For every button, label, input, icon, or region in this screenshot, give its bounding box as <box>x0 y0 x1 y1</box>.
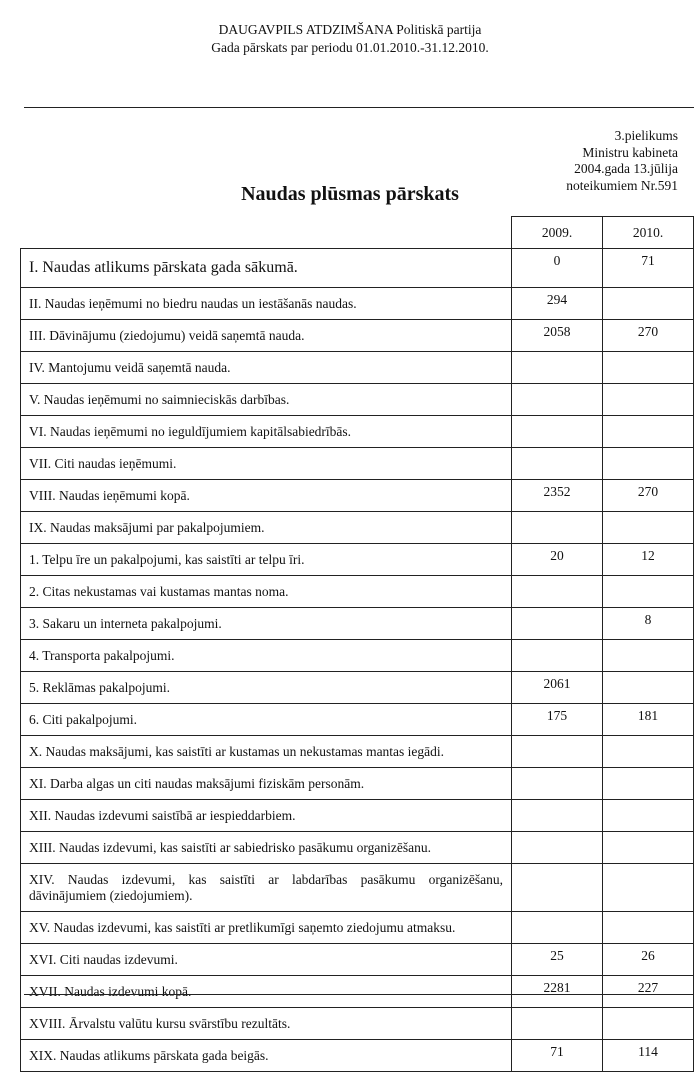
table-row <box>21 912 694 944</box>
table-row <box>21 249 694 288</box>
row-label: IX. Naudas maksājumi par pakalpojumiem. <box>21 512 512 544</box>
value-2010 <box>603 736 694 768</box>
table-row <box>21 640 694 672</box>
header-divider <box>24 107 694 108</box>
value-2010: 270 <box>603 320 694 352</box>
value-2010 <box>603 832 694 864</box>
value-2010 <box>603 576 694 608</box>
table-row <box>21 1008 694 1040</box>
value-2009 <box>512 1008 603 1040</box>
value-2010 <box>603 384 694 416</box>
year-header-row <box>21 217 694 249</box>
value-2009 <box>512 832 603 864</box>
row-label: V. Naudas ieņēmumi no saimnieciskās darbības. <box>21 384 512 416</box>
value-2009 <box>512 512 603 544</box>
table-row <box>21 448 694 480</box>
value-2009: 2058 <box>512 320 603 352</box>
value-2010 <box>603 448 694 480</box>
report-period: Gada pārskats par periodu 01.01.2010.-31.12.2010. <box>211 40 489 55</box>
table-row <box>21 704 694 736</box>
value-2010: 114 <box>603 1040 694 1072</box>
row-label: III. Dāvinājumu (ziedojumu) veidā saņemtā nauda. <box>21 320 512 352</box>
table-row <box>21 288 694 320</box>
value-2010 <box>603 352 694 384</box>
value-2010: 12 <box>603 544 694 576</box>
value-2010 <box>603 768 694 800</box>
value-2009: 175 <box>512 704 603 736</box>
value-2009 <box>512 736 603 768</box>
value-2010: 71 <box>603 249 694 288</box>
column-header-2010: 2010. <box>603 217 694 249</box>
table-row <box>21 944 694 976</box>
annex-line: noteikumiem Nr.591 <box>566 177 678 193</box>
table-row <box>21 832 694 864</box>
value-2009 <box>512 768 603 800</box>
annex-line: 2004.gada 13.jūlija <box>574 161 678 176</box>
row-label: XII. Naudas izdevumi saistībā ar iespieddarbiem. <box>21 800 512 832</box>
value-2010: 181 <box>603 704 694 736</box>
value-2010 <box>603 288 694 320</box>
cash-flow-table <box>20 216 694 1072</box>
table-row <box>21 416 694 448</box>
table-row <box>21 768 694 800</box>
row-label: 2. Citas nekustamas vai kustamas mantas noma. <box>21 576 512 608</box>
table-row <box>21 576 694 608</box>
table-row <box>21 384 694 416</box>
table-row <box>21 544 694 576</box>
value-2009 <box>512 640 603 672</box>
value-2009: 2061 <box>512 672 603 704</box>
row-label: I. Naudas atlikums pārskata gada sākumā. <box>21 249 512 288</box>
value-2009 <box>512 384 603 416</box>
value-2010 <box>603 512 694 544</box>
row-label: XIII. Naudas izdevumi, kas saistīti ar sabiedrisko pasākumu organizēšanu. <box>21 832 512 864</box>
row-label: IV. Mantojumu veidā saņemtā nauda. <box>21 352 512 384</box>
table-row <box>21 864 694 912</box>
row-label: XIX. Naudas atlikums pārskata gada beigās. <box>21 1040 512 1072</box>
row-label: X. Naudas maksājumi, kas saistīti ar kustamas un nekustamas mantas iegādi. <box>21 736 512 768</box>
value-2009: 2281 <box>512 976 603 1008</box>
value-2010: 270 <box>603 480 694 512</box>
row-label: XVII. Naudas izdevumi kopā. <box>21 976 512 1008</box>
table-row <box>21 1040 694 1072</box>
value-2010 <box>603 800 694 832</box>
value-2009 <box>512 448 603 480</box>
footer-divider <box>24 994 694 995</box>
value-2009 <box>512 416 603 448</box>
table-row <box>21 736 694 768</box>
row-label: VI. Naudas ieņēmumi no ieguldījumiem kapitālsabiedrībās. <box>21 416 512 448</box>
value-2009 <box>512 800 603 832</box>
column-header-2009: 2009. <box>512 217 603 249</box>
row-label: XVI. Citi naudas izdevumi. <box>21 944 512 976</box>
table-row <box>21 800 694 832</box>
table-row <box>21 672 694 704</box>
value-2009 <box>512 352 603 384</box>
table-row <box>21 976 694 1008</box>
row-label: 4. Transporta pakalpojumi. <box>21 640 512 672</box>
row-label: II. Naudas ieņēmumi no biedru naudas un iestāšanās naudas. <box>21 288 512 320</box>
value-2010 <box>603 416 694 448</box>
table-row <box>21 320 694 352</box>
value-2009 <box>512 608 603 640</box>
row-label: XVIII. Ārvalstu valūtu kursu svārstību rezultāts. <box>21 1008 512 1040</box>
value-2010: 227 <box>603 976 694 1008</box>
row-label: 6. Citi pakalpojumi. <box>21 704 512 736</box>
row-label: 5. Reklāmas pakalpojumi. <box>21 672 512 704</box>
annex-line: 3.pielikums <box>614 128 678 143</box>
value-2009: 25 <box>512 944 603 976</box>
row-label: VIII. Naudas ieņēmumi kopā. <box>21 480 512 512</box>
value-2009: 71 <box>512 1040 603 1072</box>
value-2009 <box>512 864 603 912</box>
party-name: DAUGAVPILS ATDZIMŠANA Politiskā partija <box>218 22 482 37</box>
value-2009: 0 <box>512 249 603 288</box>
table-row <box>21 608 694 640</box>
table-row <box>21 352 694 384</box>
row-label: XI. Darba algas un citi naudas maksājumi fiziskām personām. <box>21 768 512 800</box>
value-2009: 2352 <box>512 480 603 512</box>
annex-line: Ministru kabineta <box>582 144 678 160</box>
value-2010: 26 <box>603 944 694 976</box>
value-2010 <box>603 672 694 704</box>
row-label: XV. Naudas izdevumi, kas saistīti ar pretlikumīgi saņemto ziedojumu atmaksu. <box>21 912 512 944</box>
value-2010 <box>603 912 694 944</box>
row-label: 1. Telpu īre un pakalpojumi, kas saistīti ar telpu īri. <box>21 544 512 576</box>
row-label: 3. Sakaru un interneta pakalpojumi. <box>21 608 512 640</box>
value-2009: 20 <box>512 544 603 576</box>
value-2010 <box>603 864 694 912</box>
value-2010: 8 <box>603 608 694 640</box>
value-2010 <box>603 640 694 672</box>
table-row <box>21 480 694 512</box>
value-2009 <box>512 576 603 608</box>
table-row <box>21 512 694 544</box>
value-2009: 294 <box>512 288 603 320</box>
row-label: XIV. Naudas izdevumi, kas saistīti ar labdarības pasākumu organizēšanu, dāvinājumiem (ziedojumiem). <box>21 864 512 912</box>
value-2009 <box>512 912 603 944</box>
value-2010 <box>603 1008 694 1040</box>
row-label: VII. Citi naudas ieņēmumi. <box>21 448 512 480</box>
document-title: Naudas plūsmas pārskats <box>241 183 459 205</box>
